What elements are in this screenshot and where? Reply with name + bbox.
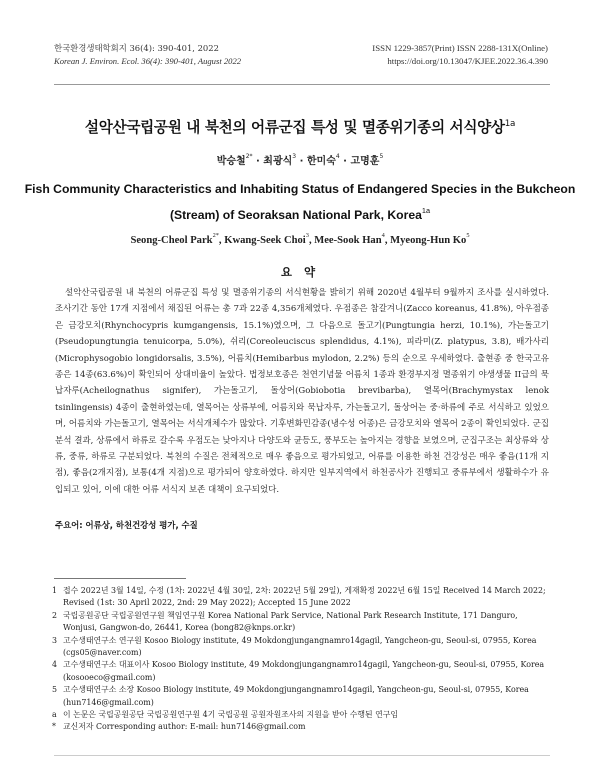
keywords: 주요어: 어류상, 하천건강성 평가, 수질 — [55, 520, 198, 530]
author-ko-name: 최광식 — [263, 156, 293, 167]
footnote-text: 고수생태연구소 대표이사 Kosoo Biology institute, 49 Mokdongjungangnamro14gagil, Yangcheon-gu, Seoul-si, 07955, Korea (kosooeco@gmail.com) — [63, 660, 545, 682]
footnote-text: 교신저자 Corresponding author: E-mail: hun7146@gmail.com — [63, 722, 306, 732]
footnote-text: 고수생태연구소 소장 Kosoo Biology institute, 49 Mokdongjungangnamro14gagil, Yangcheon-gu, Seoul-si, 07955, Korea (hun7146@gmail.com) — [63, 685, 529, 707]
footnote-marker: 4 — [52, 660, 58, 670]
abstract-paragraph: 설악산국립공원 내 북천의 어류군집 특성 및 멸종위기종의 서식현황을 밝히기 위해 2020년 4월부터 9월까지 조사를 실시하였다. 조사기간 동안 17개 지점에서 채집된 어류는 총 7과 22종 4,356개체였다. 우점종은 참갈겨니(Zacco koreanus, 41.8%), 아우점종은 금강모치(Rhynchocypris kumgangensis, 15.1%)였으며, 그 다음으로 돌고기(Pungtungia herzi, 10.1%), 가는돌고기(Pseudopungtungia tenuicorpa, 5.0%), 쉬리(Coreoleuciscus splendidus, 4.1%), 피라미(Z. platypus, 3.8), 배가사리(Microphysogobio longidorsalis, 3.5%), 어름치(Hemibarbus mylodon, 2.2%) 등의 순으로 우세하였다. 출현종 중 한국고유종은 14종(63.6%)이 확인되어 상대비율이 높았다. 법정보호종은 천연기념물 어름치 1종과 환경부지정 멸종위기 야생생물 II급의 묵납자루(Acheilognathus signifer), 가는돌고기, 돌상어(Gobiobotia brevibarba), 열목어(Brachymystax lenok tsinlingensis) 4종이 출현하였는데, 열목어는 상류부에, 어름치와 묵납자루, 가는돌고기, 돌상어는 중·하류에 주로 서식하고 있었으며, 어름치와 가는돌고기, 열목어는 서식개체수가 많았다. 기후변화민감종(냉수성 어종)은 금강모치와 열목어 2종이 확인되었다. 군집분석 결과, 상류에서 하류로 갈수록 우점도는 낮아지나 다양도와 균등도, 풍부도는 높아지는 경향을 보였으며, 군집구조는 최상류와 상류, 중류, 하류로 구분되었다. 북천의 수질은 전체적으로 매우 좋음으로 평가되었고, 어류를 이용한 하천 건강성은 매우 좋음(11개 지점), 좋음(2개지점), 보통(4개 지점)으로 평가되어 양호하였다. 하지만 일부지역에서 하천공사가 진행되고 중류부에서 생활하수가 유입되고 있어, 이에 대한 어류 서식지 보존 대책이 요구되었다. — [55, 288, 549, 495]
abstract-heading: 요 약 — [280, 265, 320, 279]
author-en-affiliation-sup: 3 — [305, 232, 309, 239]
footnote — [52, 610, 550, 635]
footnote — [52, 684, 550, 709]
author-separator: , — [384, 235, 391, 246]
title-korean — [0, 116, 600, 137]
author-en-affiliation-sup: 2* — [212, 232, 219, 239]
author-separator: · — [296, 156, 307, 167]
footnote — [52, 635, 550, 660]
journal-citation — [54, 42, 241, 68]
footnotes — [52, 585, 550, 734]
author-separator: · — [339, 156, 351, 167]
author-separator: · — [252, 156, 264, 167]
footnote-marker: 1 — [52, 586, 58, 595]
footnote-marker: * — [52, 722, 56, 732]
author-separator: , — [308, 235, 315, 246]
author-ko-name: 한미숙 — [306, 156, 336, 167]
authors-korean — [0, 152, 600, 167]
author-en-name: Myeong-Hun Ko — [390, 235, 467, 246]
title-english-line2: (Stream) of Seoraksan National Park, Korea — [169, 208, 422, 222]
author-ko-affiliation-sup: 5 — [379, 153, 384, 160]
doi-link[interactable]: https://doi.org/10.13047/KJEE.2022.36.4.390 — [387, 56, 548, 66]
journal-citation-en: Korean J. Environ. Ecol. 36(4): 390-401, August 2022 — [54, 56, 242, 66]
issn: ISSN 1229-3857(Print) ISSN 2288-131X(Online) — [372, 43, 548, 53]
footnote-marker: 5 — [52, 685, 58, 695]
journal-identifiers — [372, 42, 548, 68]
footnote-text: 고수생태연구소 연구원 Kosoo Biology institute, 49 Mokdongjungangnamro14gagil, Yangcheon-gu, Seoul-si, 07955, Korea (cgs05@naver.com) — [63, 635, 537, 658]
page-bottom-rule — [54, 755, 550, 756]
title-korean-sup: 1a — [504, 119, 516, 129]
footnote-marker: 3 — [52, 635, 58, 645]
author-ko-affiliation-sup: 2* — [245, 153, 253, 160]
title-korean-text: 설악산국립공원 내 북천의 어류군집 특성 및 멸종위기종의 서식양상 — [84, 119, 505, 136]
authors-english — [0, 232, 600, 246]
author-ko-affiliation-sup: 3 — [292, 153, 297, 160]
footnote-divider — [54, 578, 186, 579]
abstract — [55, 285, 549, 498]
author-en-name: Mee-Sook Han — [314, 235, 382, 246]
author-en-name: Kwang-Seek Choi — [224, 235, 306, 246]
title-english-sup: 1a — [421, 206, 431, 215]
header-divider — [54, 84, 550, 85]
journal-citation-ko: 한국환경생태학회지 36(4): 390-401, 2022 — [54, 43, 219, 53]
footnote — [52, 709, 550, 721]
footnote — [52, 659, 550, 684]
author-ko-name: 박승철 — [216, 156, 246, 167]
footnote-marker: 2 — [52, 610, 58, 620]
footnote — [52, 721, 550, 733]
author-en-name: Seong-Cheol Park — [130, 235, 213, 246]
title-english-line1: Fish Community Characteristics and Inhabiting Status of Endangered Species in the Bukcheon — [24, 182, 576, 196]
footnote-text: 접수 2022년 3월 14일, 수정 (1차: 2022년 4월 30일, 2차: 2022년 5월 29일), 게재확정 2022년 6월 15일 Received 14 March 2022; Revised (1st: 30 April 2022, 2nd: 29 May 2022); Accepted 15 June 2022 — [63, 586, 546, 608]
author-en-affiliation-sup: 4 — [381, 232, 385, 239]
footnote — [52, 585, 550, 610]
footnote-text: 국립공원공단 국립공원연구원 책임연구원 Korea National Park Service, National Park Research Institute, 171 Danguro, Wonjusi, Gangwon-do, 26441, Korea (bong82@knps.or.kr) — [63, 610, 518, 633]
title-english — [0, 179, 600, 226]
footnote-marker: a — [52, 710, 57, 720]
author-ko-affiliation-sup: 4 — [335, 153, 340, 160]
author-ko-name: 고명훈 — [350, 156, 380, 167]
author-en-affiliation-sup: 5 — [466, 232, 470, 239]
footnote-text: 이 논문은 국립공원공단 국립공원연구원 4기 국립공원 공원자원조사의 지원을 받아 수행된 연구임 — [63, 710, 398, 720]
author-separator: , — [218, 235, 225, 246]
